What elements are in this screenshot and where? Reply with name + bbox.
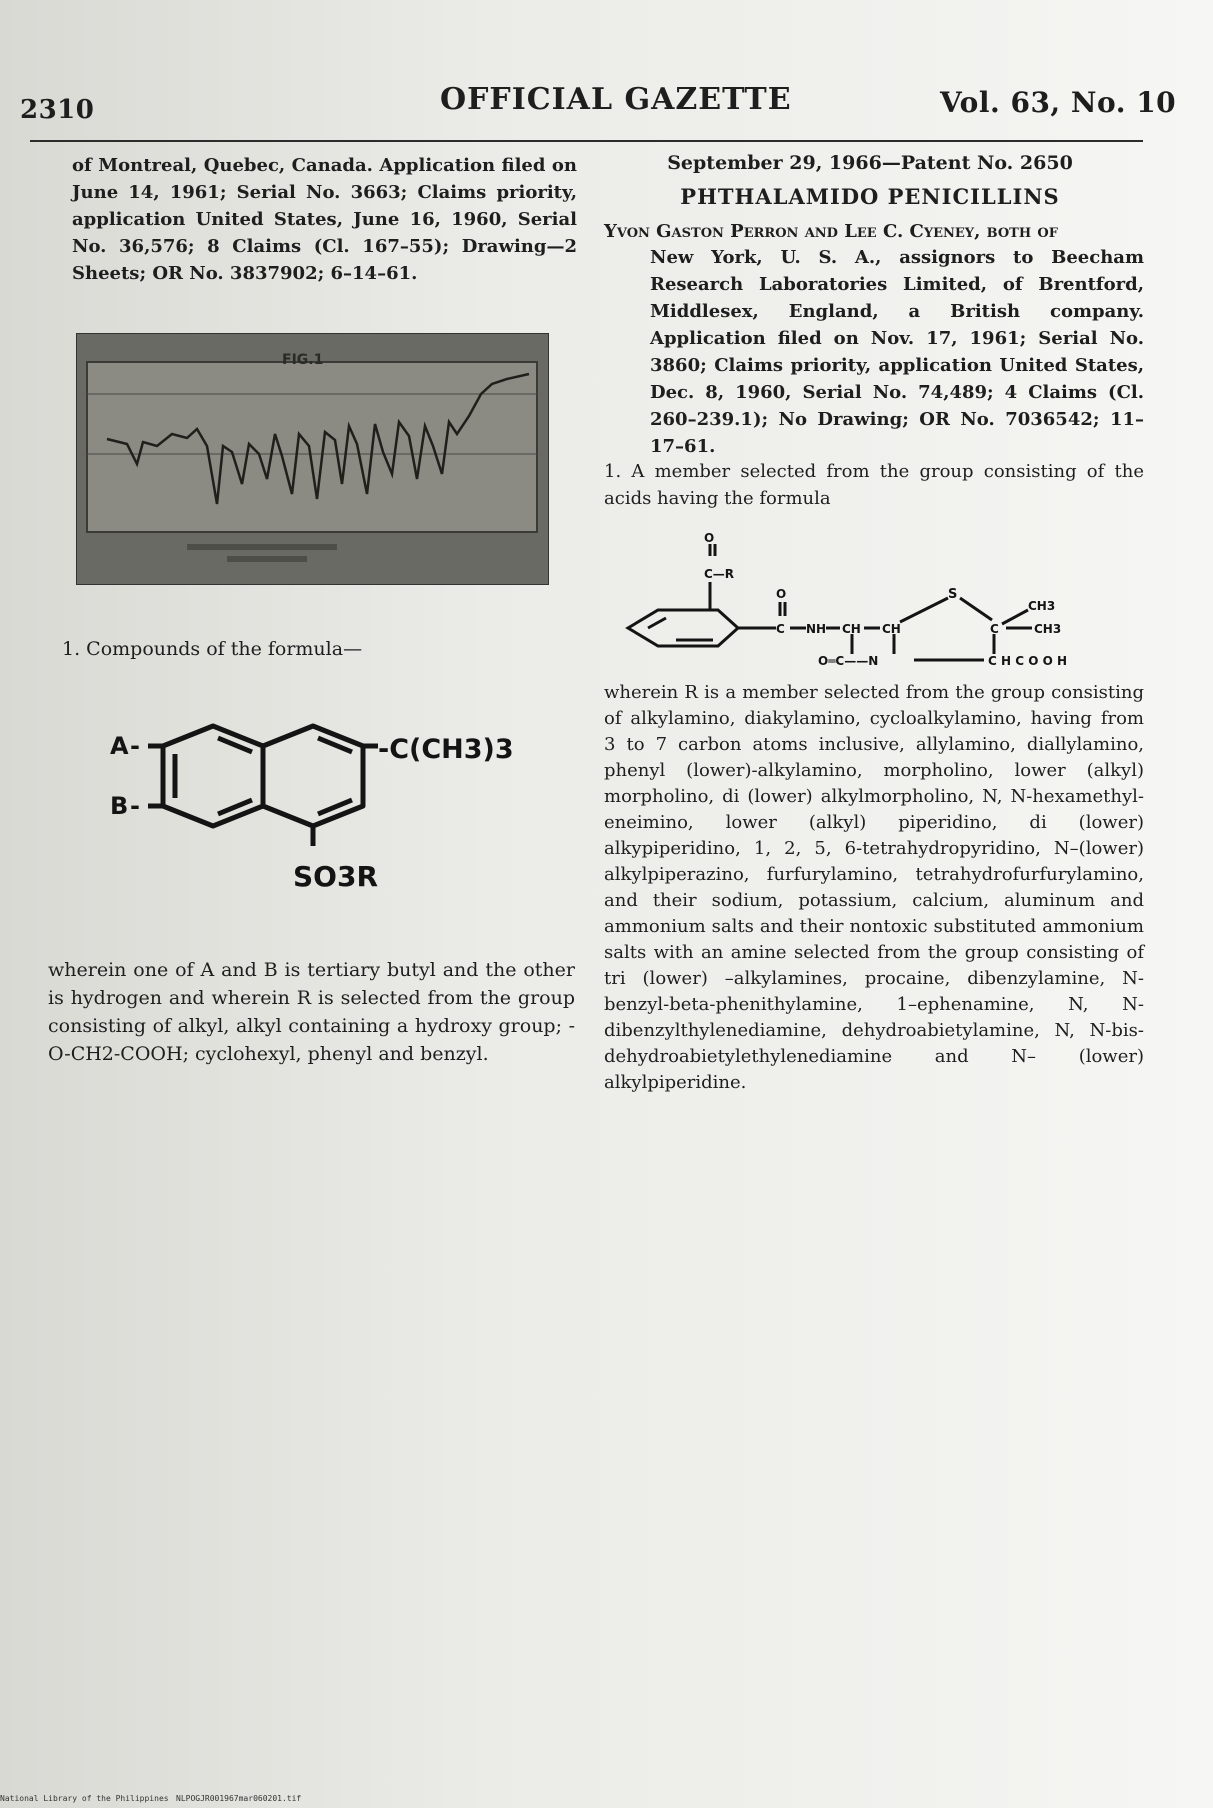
- formula-c-r: C—R: [704, 567, 735, 581]
- spectrum-figure-svg: [77, 334, 548, 584]
- formula-c-quat: C: [990, 622, 999, 636]
- patent-authors: Yvon Gaston Perron and Lee C. Cyeney, both of: [604, 221, 1058, 242]
- footer-credit: National Library of the Philippines: [0, 1794, 169, 1803]
- patent-title: PHTHALAMIDO PENICILLINS: [680, 184, 1060, 209]
- right-claim-text: wherein R is a member selected from the group consisting of alkylamino, diakylamino, cycloalkylamino, having from 3 to 7 carbon atoms inclusive, allylamino, diallylamino, phenyl (lower)-alkylamino, morpholino, lower (alkyl) morpholino, di (lower) alkylmorpholino, N, N-hexamethyl-eneimino, lower (alkyl) piperidino, di (lower) alkypiperidino, 1, 2, 5, 6-tetrahydropyridino, N–(lower) alkylpiperazino, furfurylamino, tetrahydrofurfurylamino, and their sodium, potassium, calcium, aluminum and ammonium salts and their nontoxic substituted ammonium salts with an amine selected from the group consisting of tri (lower) –alkylamines, procaine, dibenzylamine, N-benzyl-beta-phenithylamine, 1–ephenamine, N, N-dibenzylthylenediamine, dehydroabietylamine, N, N-bis-dehydroabietylethylenediamine and N– (lower) alkylpiperidine.: [604, 682, 1144, 1093]
- formula-chcooh: C H C O O H: [988, 654, 1067, 668]
- formula-amide-c: C: [776, 622, 785, 636]
- formula-ch-b: CH: [882, 622, 901, 636]
- formula-sulfonate: SO3R: [293, 860, 379, 893]
- formula-tert-butyl: -C(CH3)3: [378, 734, 514, 765]
- header-rule: [30, 140, 1143, 142]
- formula-sulfur: S: [948, 587, 958, 602]
- formula-label-b: B: [110, 792, 129, 820]
- patent-assignment: New York, U. S. A., assignors to Beecham Research Laboratories Limited, of Brentford, Middlesex, England, a British company. Application filed on Nov. 17, 1961; Serial No. 3860; Claims priority, application United States, Dec. 8, 1960, Serial No. 74,489; 4 Claims (Cl. 260–239.1); No Drawing; OR No. 7036542; 11–17–61.: [650, 247, 1144, 457]
- figure-label: FIG.1: [282, 352, 324, 368]
- running-title: OFFICIAL GAZETTE: [440, 82, 792, 117]
- svg-text:-: -: [130, 732, 140, 760]
- formula-ch3-a: CH3: [1028, 599, 1056, 613]
- left-top-paragraph: of Montreal, Quebec, Canada. Application filed on June 14, 1961; Serial No. 3663; Claims priority, application United States, June 16, 1960, Serial No. 36,576; 8 Claims (Cl. 167–55); Drawing—2 Sheets; OR No. 3837902; 6–14–61.: [72, 155, 577, 284]
- naphthalene-formula-svg: [100, 706, 540, 946]
- penicillin-formula: [618, 530, 1118, 680]
- page-number: 2310: [20, 95, 95, 125]
- volume-info: Vol. 63, No. 10: [940, 86, 1177, 119]
- naphthalene-formula: [100, 706, 540, 946]
- patent-date-line: September 29, 1966—Patent No. 2650: [667, 152, 1073, 174]
- formula-ch3-b: CH3: [1034, 622, 1062, 636]
- svg-text:-: -: [130, 792, 140, 820]
- formula-ch-a: CH: [842, 622, 861, 636]
- formula-amide-o: O: [776, 587, 787, 601]
- left-claim-intro: 1. Compounds of the formula—: [62, 638, 363, 660]
- right-claim-intro: 1. A member selected from the group consisting of the acids having the formula: [604, 461, 1144, 509]
- formula-nh: NH: [806, 622, 827, 636]
- footer-filename: NLPOGJR001967mar060201.tif: [176, 1794, 302, 1803]
- penicillin-formula-svg: [618, 530, 1118, 680]
- formula-o-top: O: [704, 531, 715, 545]
- formula-label-a: A: [110, 732, 129, 760]
- spectrum-figure: [76, 333, 549, 585]
- formula-lactam-ring: O═C——N: [818, 654, 879, 668]
- left-claim-text: wherein one of A and B is tertiary butyl and the other is hydrogen and wherein R is selected from the group consisting of alkyl, alkyl containing a hydroxy group; -O-CH2-COOH; cyclohexyl, phenyl and benzyl.: [48, 959, 575, 1065]
